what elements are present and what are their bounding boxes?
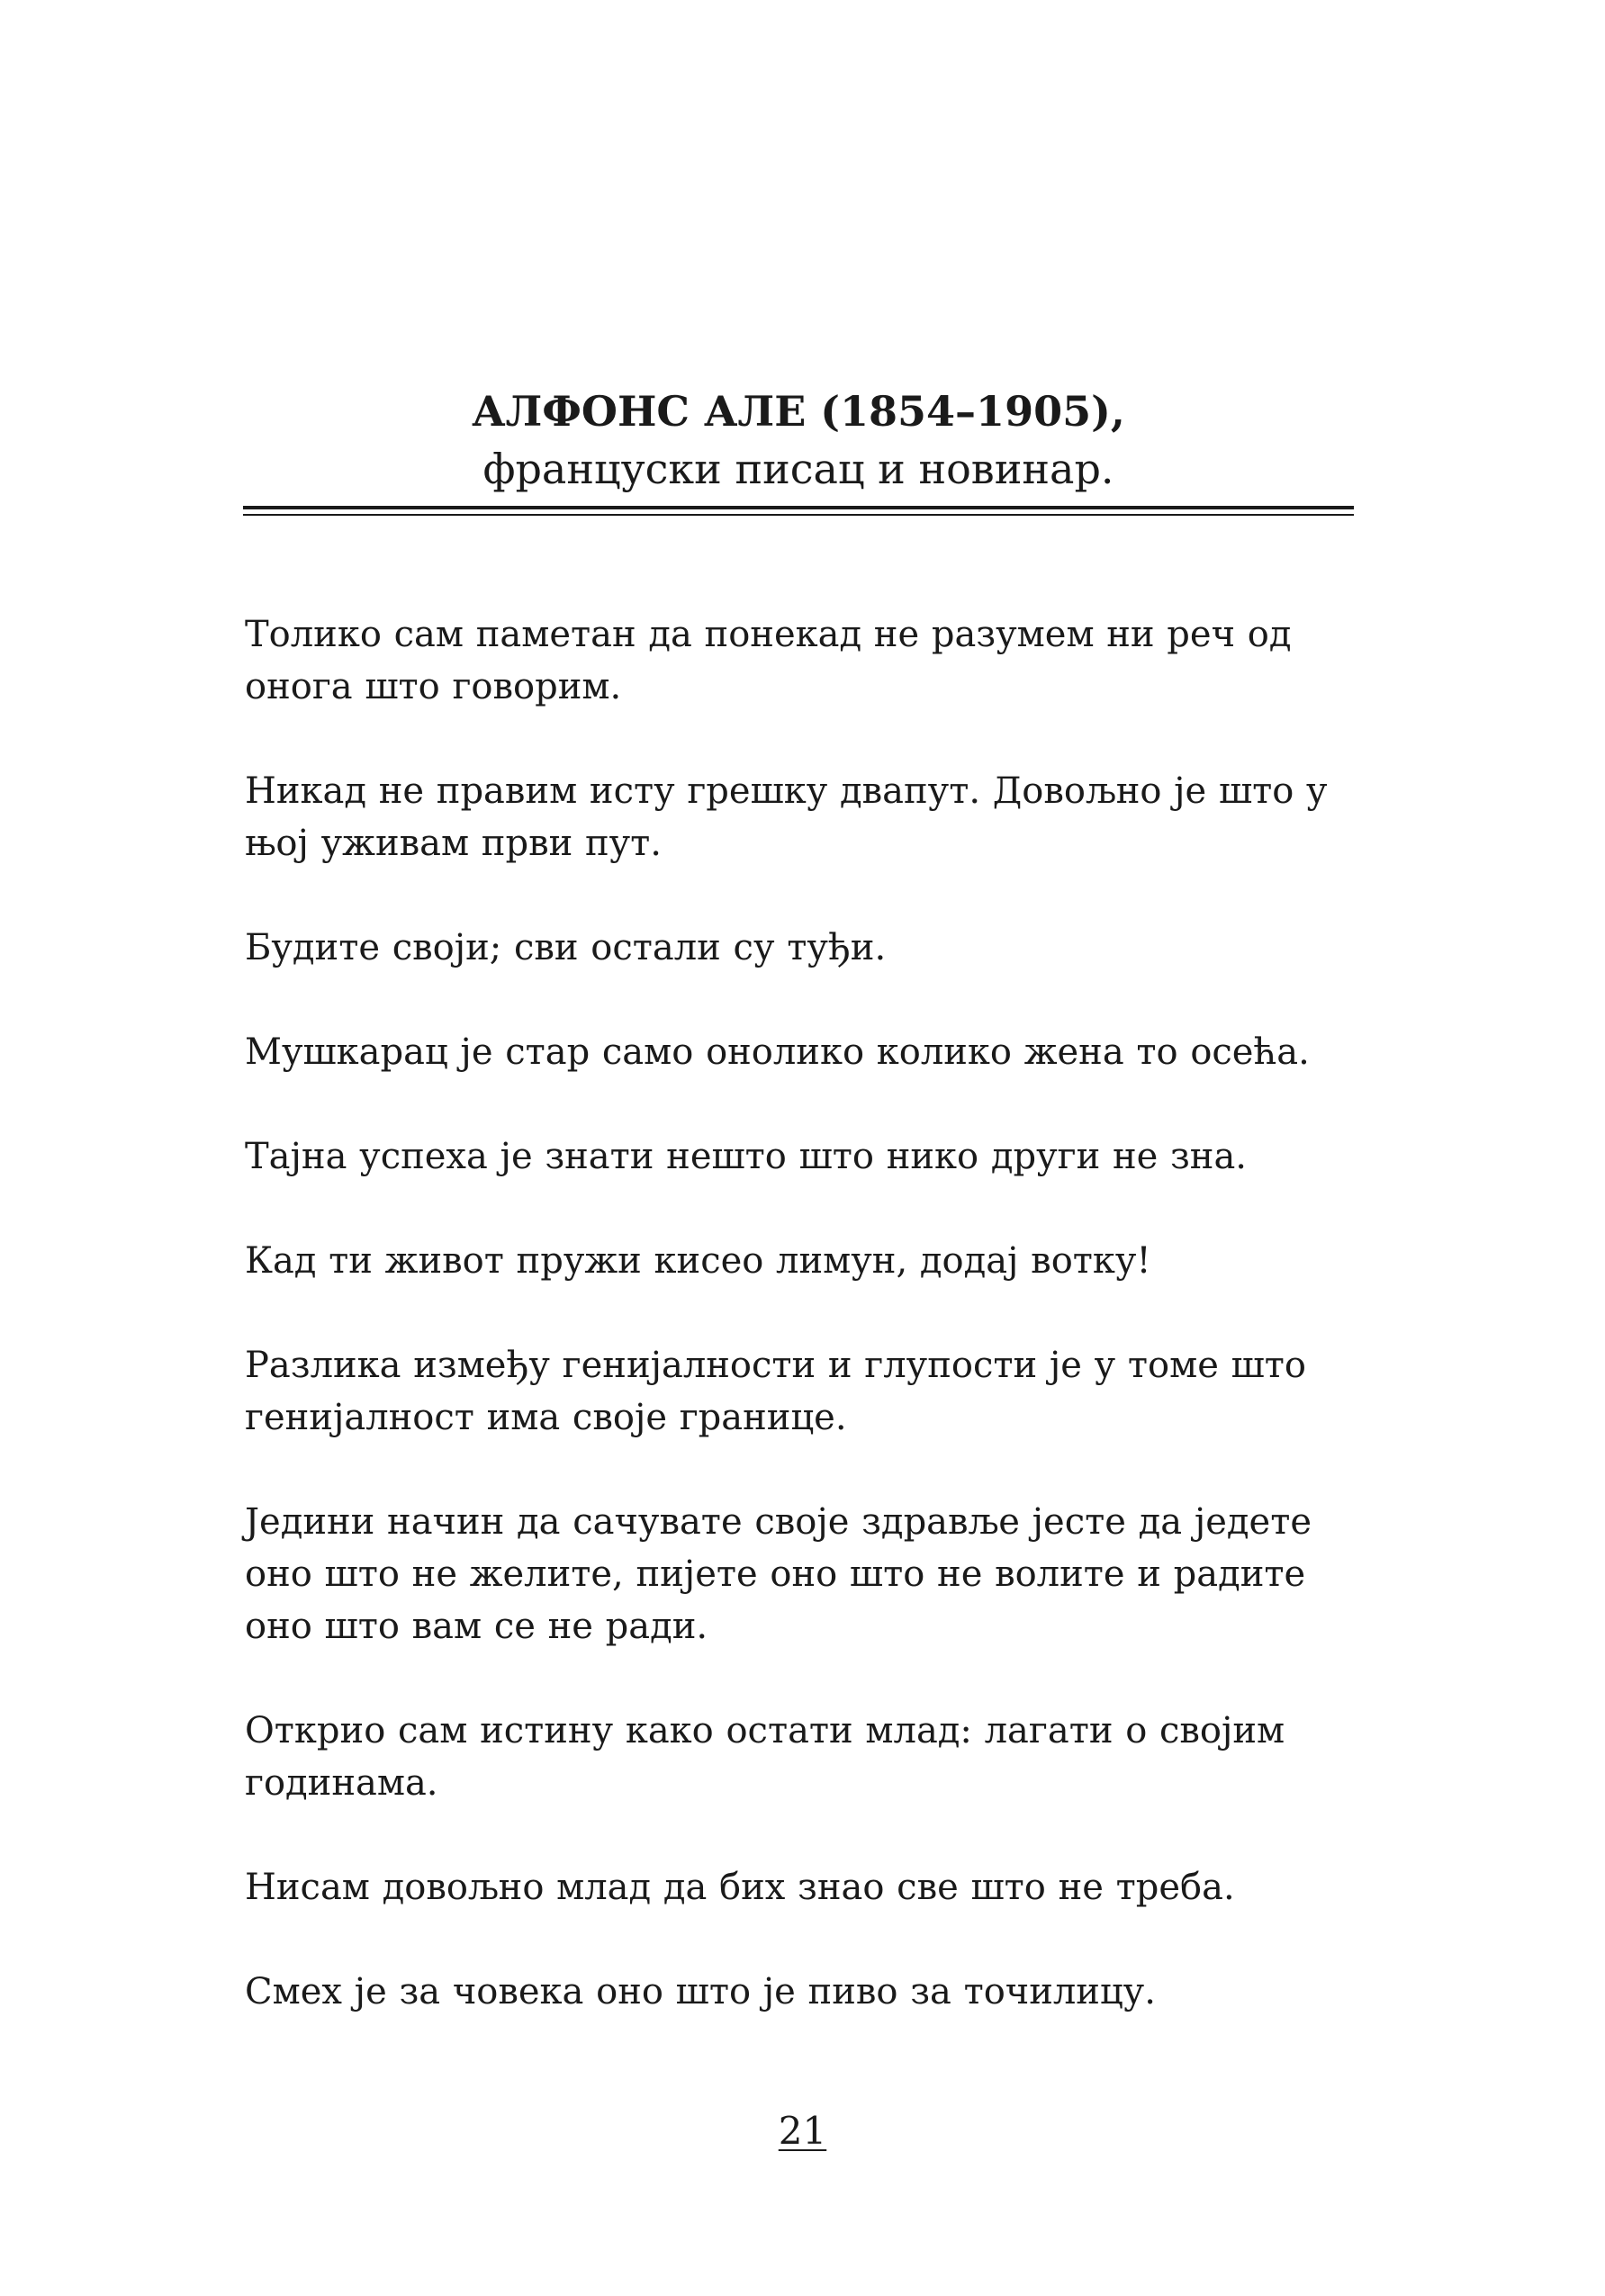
page-number: [0, 2106, 1605, 2156]
author-header: [243, 383, 1354, 498]
quote-item: Једини начин да сачувате своје здравље јесте да једете оно што не желите, пијете оно што не волите и радите оно што вам се не ради.: [245, 1501, 1312, 1647]
page-number-text: 21: [778, 2109, 827, 2153]
quote-item: Будите своји; сви остали су туђи.: [245, 927, 887, 968]
quote-item: Разлика између генијалности и глупости је у томе што генијалност има своје границе.: [245, 1345, 1306, 1438]
author-title: АЛФОНС АЛЕ (1854–1905),: [472, 387, 1125, 436]
quote-item: Открио сам истину како остати млад: лагати о својим годинама.: [245, 1710, 1285, 1804]
quote-item: Тајна успеха је знати нешто што нико други не зна.: [245, 1136, 1248, 1177]
quote-item: Никад не правим исту грешку двапут. Довољно је што у њој уживам први пут.: [245, 770, 1328, 864]
quote-item: Смех је за човека оно што је пиво за точилицу.: [245, 1971, 1156, 2012]
quote-item: Кад ти живот пружи кисео лимун, додај вотку!: [245, 1240, 1151, 1282]
quote-item: Нисам довољно млад да бих знао све што не треба.: [245, 1867, 1235, 1908]
header-divider-thin: [243, 514, 1354, 516]
author-description: француски писац и новинар.: [482, 445, 1114, 493]
quote-item: Толико сам паметан да понекад не разумем ни реч од онога што говорим.: [245, 614, 1292, 707]
header-divider-thick: [243, 506, 1354, 509]
quote-list: [245, 608, 1354, 2070]
quote-item: Мушкарац је стар само онолико колико жена то осећа.: [245, 1031, 1310, 1073]
